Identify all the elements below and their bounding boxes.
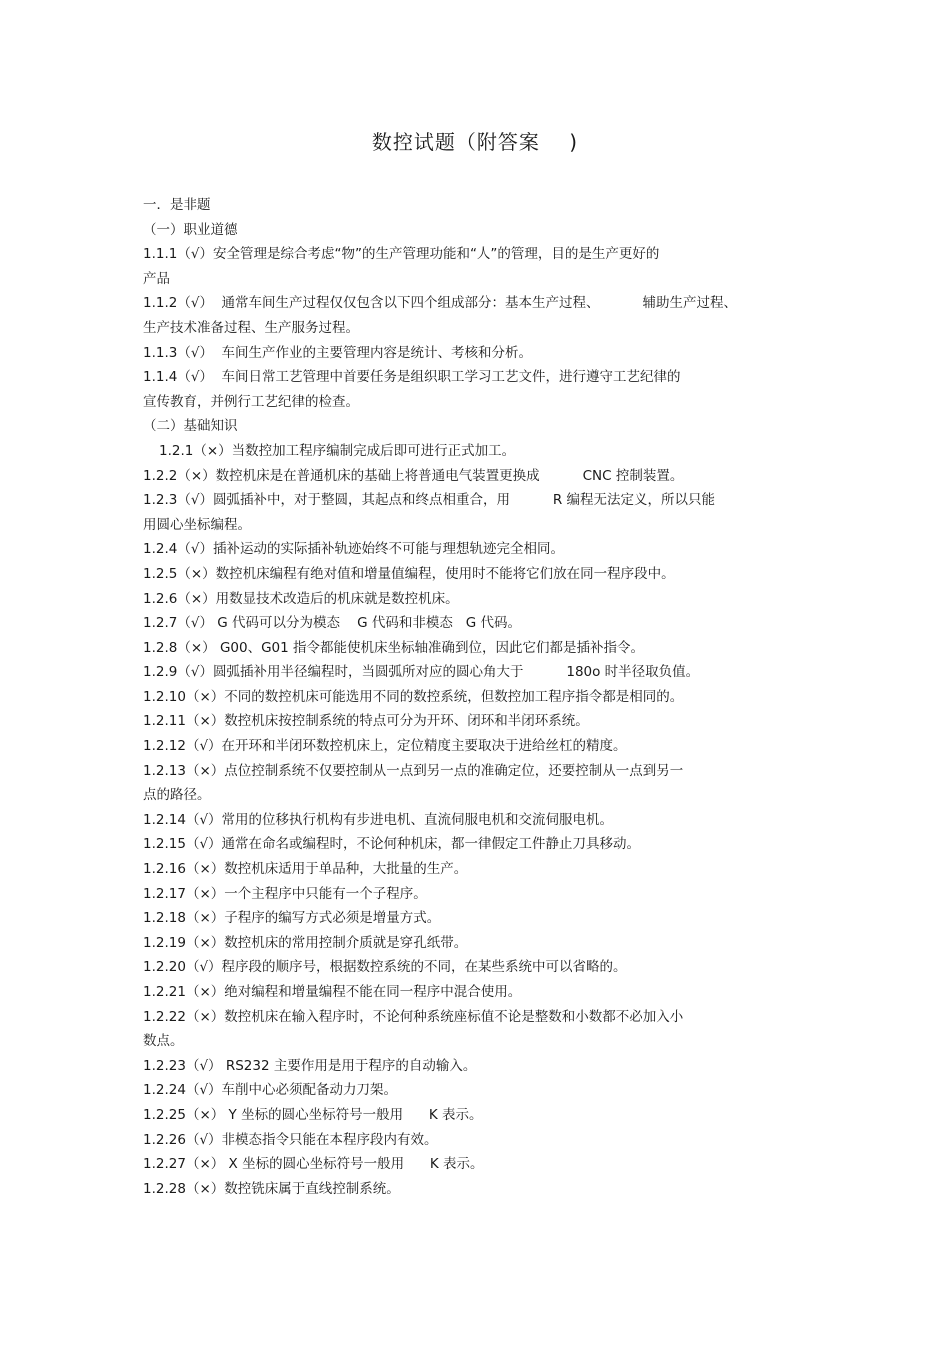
question-item — [143, 759, 813, 808]
question-line: 1.2.23（√） RS232 主要作用是用于程序的自动输入。 — [143, 1057, 477, 1074]
question-item — [143, 1177, 813, 1202]
question-line: 1.2.19（×）数控机床的常用控制介质就是穿孔纸带。 — [143, 934, 468, 951]
question-line: 1.2.3（√）圆弧插补中，对于整圆，其起点和终点相重合，用 R 编程无法定义，所以只能 — [143, 492, 716, 509]
question-item — [143, 291, 813, 340]
section-ethics-items — [143, 242, 813, 414]
question-line: 1.1.4（√） 车间日常工艺管理中首要任务是组织职工学习工艺文件，进行遵守工艺纪律的 — [143, 369, 681, 386]
question-line: 1.2.11（×）数控机床按控制系统的特点可分为开环、闭环和半闭环系统。 — [143, 713, 589, 730]
question-line: 用圆心坐标编程。 — [143, 516, 251, 533]
document-body — [143, 193, 813, 1201]
part-heading: 一．是非题 — [143, 197, 211, 213]
question-line: 1.2.24（√）车削中心必须配备动力刀架。 — [143, 1082, 398, 1099]
question-item — [143, 1128, 813, 1153]
question-line: 1.2.7（√） G 代码可以分为模态 G 代码和非模态 G 代码。 — [143, 615, 522, 632]
question-line: 1.2.13（×）点位控制系统不仅要控制从一点到另一点的准确定位，还要控制从一点到另一 — [143, 762, 684, 779]
question-line: 1.2.18（×）子程序的编写方式必须是增量方式。 — [143, 910, 441, 927]
question-item — [143, 832, 813, 857]
question-line: 1.2.5（×）数控机床编程有绝对值和增量值编程，使用时不能将它们放在同一程序段中。 — [143, 565, 675, 582]
question-item — [143, 1103, 813, 1128]
question-item — [143, 955, 813, 980]
section-heading-ethics: （一）职业道德 — [143, 221, 238, 238]
question-item — [143, 660, 813, 685]
question-line: 点的路径。 — [143, 787, 211, 804]
question-line: 1.1.1（√）安全管理是综合考虑“物”的生产管理功能和“人”的管理，目的是生产更好的 — [143, 246, 660, 263]
question-line: 1.1.3（√） 车间生产作业的主要管理内容是统计、考核和分析。 — [143, 344, 533, 361]
question-line: 1.2.8（×） G00、G01 指令都能使机床坐标轴准确到位，因此它们都是插补指令。 — [143, 639, 645, 656]
question-item — [143, 1078, 813, 1103]
question-item — [143, 857, 813, 882]
question-line: 数点。 — [143, 1033, 184, 1050]
question-line: 1.2.2（×）数控机床是在普通机床的基础上将普通电气装置更换成 CNC 控制装置。 — [143, 467, 684, 484]
document-title: 数控试题（附答案 ) — [371, 130, 579, 154]
question-item — [143, 709, 813, 734]
question-item — [143, 734, 813, 759]
question-item — [143, 611, 813, 636]
question-item — [143, 808, 813, 833]
question-line: 1.2.6（×）用数显技术改造后的机床就是数控机床。 — [143, 590, 459, 607]
question-item — [143, 242, 813, 291]
question-item — [143, 980, 813, 1005]
question-item — [143, 1005, 813, 1054]
question-item — [143, 1054, 813, 1079]
question-item — [143, 537, 813, 562]
question-line: 1.2.20（√）程序段的顺序号，根据数控系统的不同，在某些系统中可以省略的。 — [143, 959, 627, 976]
question-line: 1.2.9（√）圆弧插补用半径编程时，当圆弧所对应的圆心角大于 180o 时半径取负值。 — [143, 664, 700, 681]
question-line: 1.2.27（×） X 坐标的圆心坐标符号一般用 K 表示。 — [143, 1156, 484, 1173]
question-item — [143, 341, 813, 366]
question-line: 1.2.25（×） Y 坐标的圆心坐标符号一般用 K 表示。 — [143, 1106, 483, 1123]
question-line: 1.2.12（√）在开环和半闭环数控机床上，定位精度主要取决于进给丝杠的精度。 — [143, 738, 627, 755]
question-line: 1.2.10（×）不同的数控机床可能选用不同的数控系统，但数控加工程序指令都是相同的。 — [143, 688, 684, 705]
question-item — [143, 488, 813, 537]
question-line: 1.2.26（√）非模态指令只能在本程序段内有效。 — [143, 1131, 438, 1148]
question-item — [143, 562, 813, 587]
question-line: 1.2.4（√）插补运动的实际插补轨迹始终不可能与理想轨迹完全相同。 — [143, 541, 564, 558]
question-line: 生产技术准备过程、生产服务过程。 — [143, 319, 359, 336]
question-line: 1.1.2（√） 通常车间生产过程仅仅包含以下四个组成部分：基本生产过程、 辅助生产过程、 — [143, 295, 737, 312]
question-line: 宣传教育，并例行工艺纪律的检查。 — [143, 393, 359, 410]
question-line: 1.2.15（√）通常在命名或编程时，不论何种机床，都一律假定工件静止刀具移动。 — [143, 836, 641, 853]
question-line: 1.2.16（×）数控机床适用于单品种，大批量的生产。 — [143, 861, 468, 878]
question-item — [143, 365, 813, 414]
question-line: 1.2.22（×）数控机床在输入程序时，不论何种系统座标值不论是整数和小数都不必加入小 — [143, 1008, 684, 1025]
question-item: 1.2.1（×）当数控加工程序编制完成后即可进行正式加工。 — [159, 442, 516, 459]
question-line: 1.2.21（×）绝对编程和增量编程不能在同一程序中混合使用。 — [143, 984, 522, 1000]
question-item — [143, 931, 813, 956]
question-item — [143, 636, 813, 661]
question-line: 1.2.17（×）一个主程序中只能有一个子程序。 — [143, 885, 427, 902]
question-line: 1.2.28（×）数控铣床属于直线控制系统。 — [143, 1180, 400, 1197]
section-basics-items — [143, 464, 813, 1202]
question-line: 1.2.14（√）常用的位移执行机构有步进电机、直流伺服电机和交流伺服电机。 — [143, 811, 614, 828]
question-item — [143, 464, 813, 489]
question-item — [143, 906, 813, 931]
question-item — [143, 882, 813, 907]
question-line: 产品 — [143, 270, 170, 287]
question-item — [143, 1152, 813, 1177]
question-item — [143, 587, 813, 612]
section-heading-basics: （二）基础知识 — [143, 418, 238, 435]
question-item — [143, 685, 813, 710]
